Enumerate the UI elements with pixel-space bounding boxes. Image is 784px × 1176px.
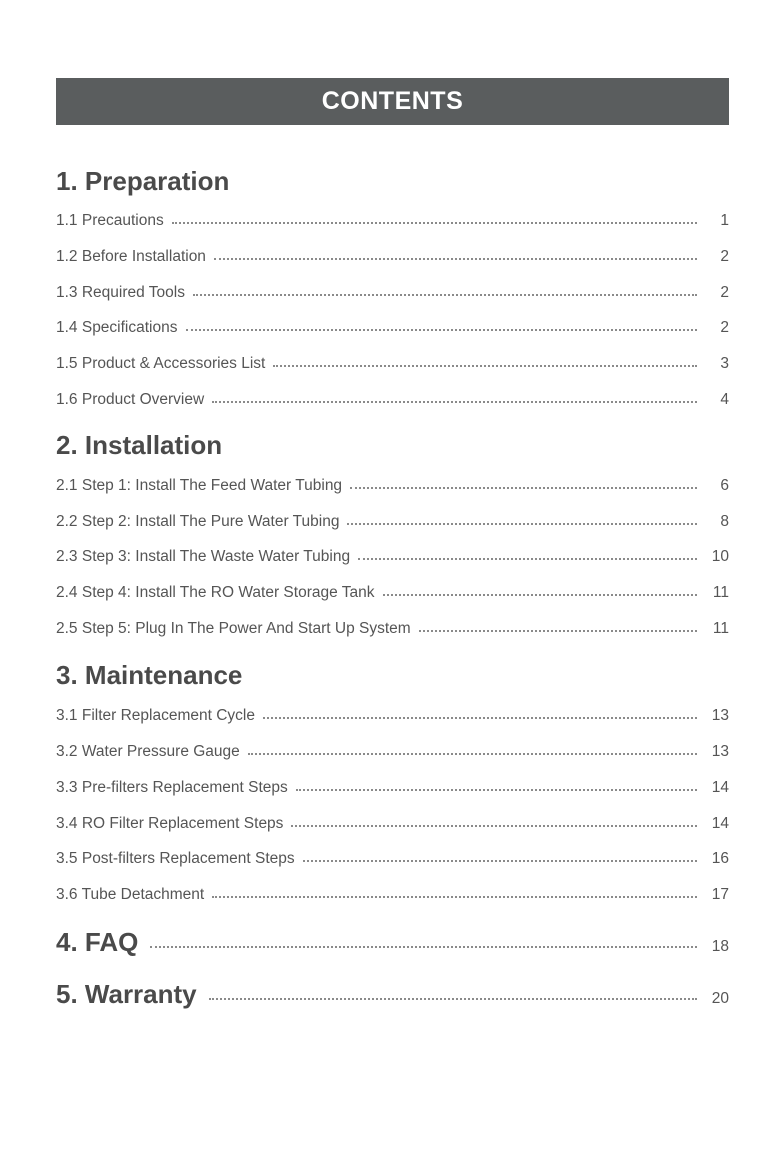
- toc-entry-page: 14: [711, 779, 729, 796]
- toc-entry-label: 3.2 Water Pressure Gauge: [56, 743, 240, 760]
- toc-entry-warranty[interactable]: [56, 976, 729, 1010]
- toc-entry-label: 2.3 Step 3: Install The Waste Water Tubing: [56, 548, 351, 565]
- faq-page: 18: [711, 938, 729, 955]
- toc-entry[interactable]: [56, 509, 729, 531]
- toc-entry-page: 2: [720, 248, 729, 265]
- toc-entry-label: 1.5 Product & Accessories List: [56, 355, 266, 372]
- toc-entry[interactable]: [56, 739, 729, 761]
- toc-entry-label: 3.3 Pre-filters Replacement Steps: [56, 779, 288, 796]
- section-heading-installation: 2. Installation: [56, 430, 223, 460]
- leader-dots: [214, 258, 697, 260]
- toc-entry-page: 2: [720, 284, 729, 301]
- leader-dots: [296, 789, 697, 791]
- leader-dots: [212, 896, 697, 898]
- toc-entry-page: 14: [711, 815, 729, 832]
- toc-entry[interactable]: [56, 882, 729, 904]
- toc-entry-label: 1.2 Before Installation: [56, 248, 206, 265]
- leader-dots: [383, 594, 698, 596]
- toc-entry-page: 3: [720, 355, 729, 372]
- toc-entry-page: 1: [720, 212, 729, 229]
- leader-dots: [209, 998, 697, 1000]
- toc-entry-label: 3.5 Post-filters Replacement Steps: [56, 850, 295, 867]
- toc-entry-page: 17: [711, 886, 729, 903]
- contents-title: CONTENTS: [321, 87, 464, 115]
- toc-entry-page: 16: [711, 850, 729, 867]
- toc-entry-page: 8: [720, 513, 729, 530]
- toc-entry[interactable]: [56, 544, 729, 566]
- leader-dots: [350, 487, 697, 489]
- toc-entry-label: 2.1 Step 1: Install The Feed Water Tubing: [56, 477, 343, 494]
- toc-entry[interactable]: [56, 280, 729, 302]
- toc-entry[interactable]: [56, 208, 729, 230]
- leader-dots: [193, 294, 697, 296]
- toc-entry[interactable]: [56, 387, 729, 409]
- toc-entry-label: 2.4 Step 4: Install The RO Water Storage Tank: [56, 584, 375, 601]
- toc-entry-label: 1.4 Specifications: [56, 319, 178, 336]
- leader-dots: [303, 860, 697, 862]
- toc-entry-label: 3.4 RO Filter Replacement Steps: [56, 815, 284, 832]
- leader-dots: [248, 753, 697, 755]
- toc-entry-page: 6: [720, 477, 729, 494]
- toc-entry[interactable]: [56, 351, 729, 373]
- toc-entry-page: 10: [711, 548, 729, 565]
- toc-entry-label: 1.3 Required Tools: [56, 284, 185, 301]
- section-heading-preparation: 1. Preparation: [56, 166, 230, 196]
- leader-dots: [263, 717, 697, 719]
- leader-dots: [212, 401, 697, 403]
- toc-entry[interactable]: [56, 811, 729, 833]
- toc-entry[interactable]: [56, 473, 729, 495]
- toc-entry[interactable]: [56, 703, 729, 725]
- toc-entry[interactable]: [56, 244, 729, 266]
- toc-entry-label: 2.5 Step 5: Plug In The Power And Start Up System: [56, 620, 411, 637]
- toc-entry[interactable]: [56, 616, 729, 638]
- toc-entry-label: 3.1 Filter Replacement Cycle: [56, 707, 255, 724]
- toc-entry-page: 11: [712, 620, 729, 637]
- toc-entry-label: 1.1 Precautions: [56, 212, 164, 229]
- leader-dots: [273, 365, 697, 367]
- contents-banner: [56, 78, 729, 125]
- leader-dots: [172, 222, 697, 224]
- leader-dots: [358, 558, 697, 560]
- leader-dots: [186, 329, 698, 331]
- leader-dots: [150, 946, 697, 948]
- warranty-heading: 5. Warranty: [56, 979, 197, 1009]
- toc-entry-label: 1.6 Product Overview: [56, 391, 205, 408]
- toc-entry[interactable]: [56, 775, 729, 797]
- toc-entry-page: 13: [711, 743, 729, 760]
- toc-entry[interactable]: [56, 846, 729, 868]
- toc-entry-label: 2.2 Step 2: Install The Pure Water Tubing: [56, 513, 340, 530]
- toc-entry[interactable]: [56, 580, 729, 602]
- toc-entry-faq[interactable]: [56, 924, 729, 958]
- toc-entry[interactable]: [56, 315, 729, 337]
- toc-entry-page: 2: [720, 319, 729, 336]
- leader-dots: [347, 523, 697, 525]
- toc-entry-page: 4: [720, 391, 729, 408]
- warranty-page: 20: [711, 990, 729, 1007]
- section-heading-maintenance: 3. Maintenance: [56, 660, 243, 690]
- toc-entry-label: 3.6 Tube Detachment: [56, 886, 205, 903]
- leader-dots: [419, 630, 697, 632]
- toc-entry-page: 13: [711, 707, 729, 724]
- leader-dots: [291, 825, 697, 827]
- toc-entry-page: 11: [712, 584, 729, 601]
- faq-heading: 4. FAQ: [56, 927, 139, 957]
